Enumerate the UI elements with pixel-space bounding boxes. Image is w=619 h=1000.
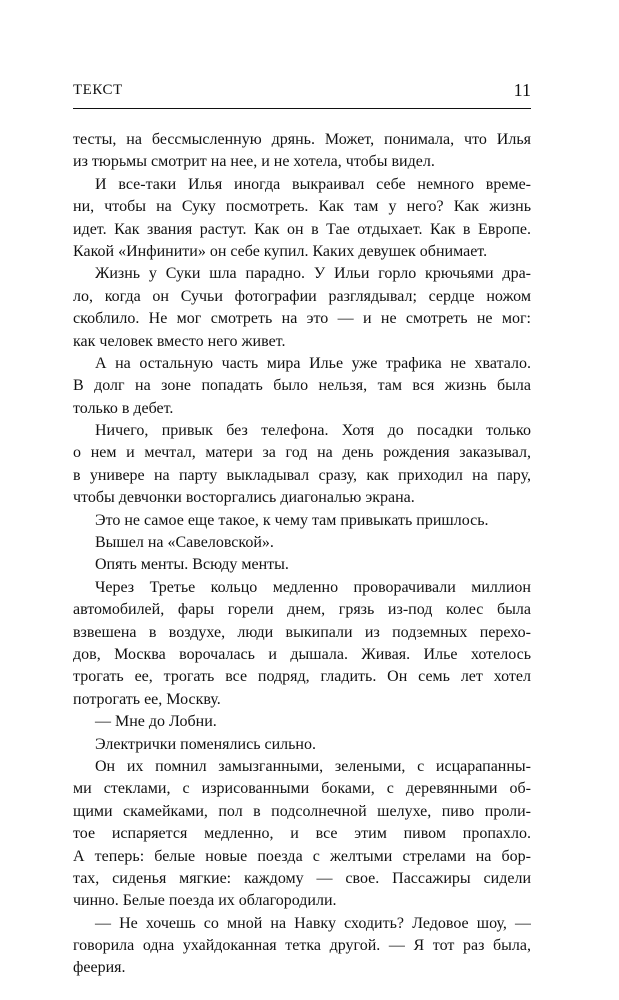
header-title: ТЕКСТ bbox=[73, 82, 123, 98]
text-line: о нем и мечтал, матери за год на день рождения заказывал, bbox=[73, 444, 531, 462]
body-text bbox=[73, 129, 531, 980]
text-line: чтобы девчонки восторгались диагональю экрана. bbox=[73, 489, 415, 507]
text-line: А на остальную часть мира Илье уже трафика не хватало. bbox=[95, 354, 531, 372]
text-line: чинно. Белые поезда их облагородили. bbox=[73, 892, 337, 910]
text-line: Электрички поменялись сильно. bbox=[95, 735, 316, 753]
text-line: Жизнь у Суки шла парадно. У Ильи горло крючьями дра- bbox=[95, 265, 531, 283]
paragraph bbox=[73, 129, 531, 174]
text-line: ни, чтобы на Суку посмотреть. Как там у него? Как жизнь bbox=[73, 198, 531, 216]
paragraph bbox=[73, 913, 531, 980]
text-line: скоблило. Не мог смотреть на это — и не смотреть не мог: bbox=[73, 310, 531, 328]
text-line: щими скамейками, пол в подсолнечной шелухе, пиво проли- bbox=[73, 802, 531, 820]
text-line: Вышел на «Савеловской». bbox=[95, 534, 274, 552]
text-line: Опять менты. Всюду менты. bbox=[95, 556, 289, 574]
text-line: идет. Как звания растут. Как он в Тае отдыхает. Как в Европе. bbox=[73, 220, 531, 238]
paragraph bbox=[73, 353, 531, 420]
text-line: трогать ее, трогать все подряд, гладить. Он семь лет хотел bbox=[73, 668, 531, 686]
text-line: тесты, на бессмысленную дрянь. Может, понимала, что Илья bbox=[73, 131, 531, 148]
text-line: феерия. bbox=[73, 959, 126, 977]
paragraph bbox=[73, 263, 531, 353]
text-line: говорила одна ухайдоканная тетка другой. — Я тот раз была, bbox=[73, 937, 531, 955]
text-line: в универе на парту выкладывал сразу, как приходил на пару, bbox=[73, 466, 531, 484]
paragraph bbox=[73, 711, 531, 733]
text-line: ло, когда он Сучьи фотографии разглядывал; сердце ножом bbox=[73, 287, 531, 305]
text-line: — Не хочешь со мной на Навку сходить? Ледовое шоу, — bbox=[95, 914, 531, 932]
text-line: из тюрьмы смотрит на нее, и не хотела, чтобы видел. bbox=[73, 153, 435, 171]
text-line: дов, Москва ворочалась и дышала. Живая. Илье хотелось bbox=[73, 645, 531, 663]
text-line: автомобилей, фары горели днем, грязь из-под колес была bbox=[73, 601, 531, 619]
paragraph bbox=[73, 174, 531, 264]
text-line: Он их помнил замызганными, зелеными, с исцарапанны- bbox=[95, 757, 531, 775]
text-line: ми стеклами, с изрисованными боками, с деревянными об- bbox=[73, 780, 531, 798]
paragraph bbox=[73, 510, 531, 532]
paragraph bbox=[73, 554, 531, 576]
text-line: А теперь: белые новые поезда с желтыми стрелами на бор- bbox=[73, 847, 531, 865]
text-line: Ничего, привык без телефона. Хотя до посадки только bbox=[95, 422, 531, 440]
text-line: взвешена в воздухе, люди выкипали из подземных перехо- bbox=[73, 623, 531, 641]
text-line: только в дебет. bbox=[73, 399, 174, 417]
text-line: — Мне до Лобни. bbox=[95, 713, 217, 731]
paragraph bbox=[73, 577, 531, 711]
paragraph bbox=[73, 532, 531, 554]
paragraph bbox=[73, 734, 531, 756]
paragraph bbox=[73, 756, 531, 913]
running-header bbox=[73, 80, 531, 109]
text-line: тах, сиденья мягкие: каждому — свое. Пассажиры сидели bbox=[73, 869, 531, 887]
paragraph bbox=[73, 420, 531, 510]
text-line: как человек вместо него живет. bbox=[73, 332, 286, 350]
text-line: потрогать ее, Москву. bbox=[73, 690, 221, 708]
text-line: тое испаряется медленно, и все этим пивом пропахло. bbox=[73, 825, 531, 843]
text-line: Это не самое еще такое, к чему там привыкать пришлось. bbox=[95, 511, 489, 529]
page-number: 11 bbox=[513, 80, 531, 100]
text-line: Через Третье кольцо медленно проворачивали миллион bbox=[95, 578, 531, 596]
text-line: Какой «Инфинити» он себе купил. Каких девушек обнимает. bbox=[73, 242, 488, 260]
text-line: И все-таки Илья иногда выкраивал себе немного време- bbox=[95, 175, 531, 193]
text-line: В долг на зоне попадать было нельзя, там вся жизнь была bbox=[73, 377, 531, 395]
